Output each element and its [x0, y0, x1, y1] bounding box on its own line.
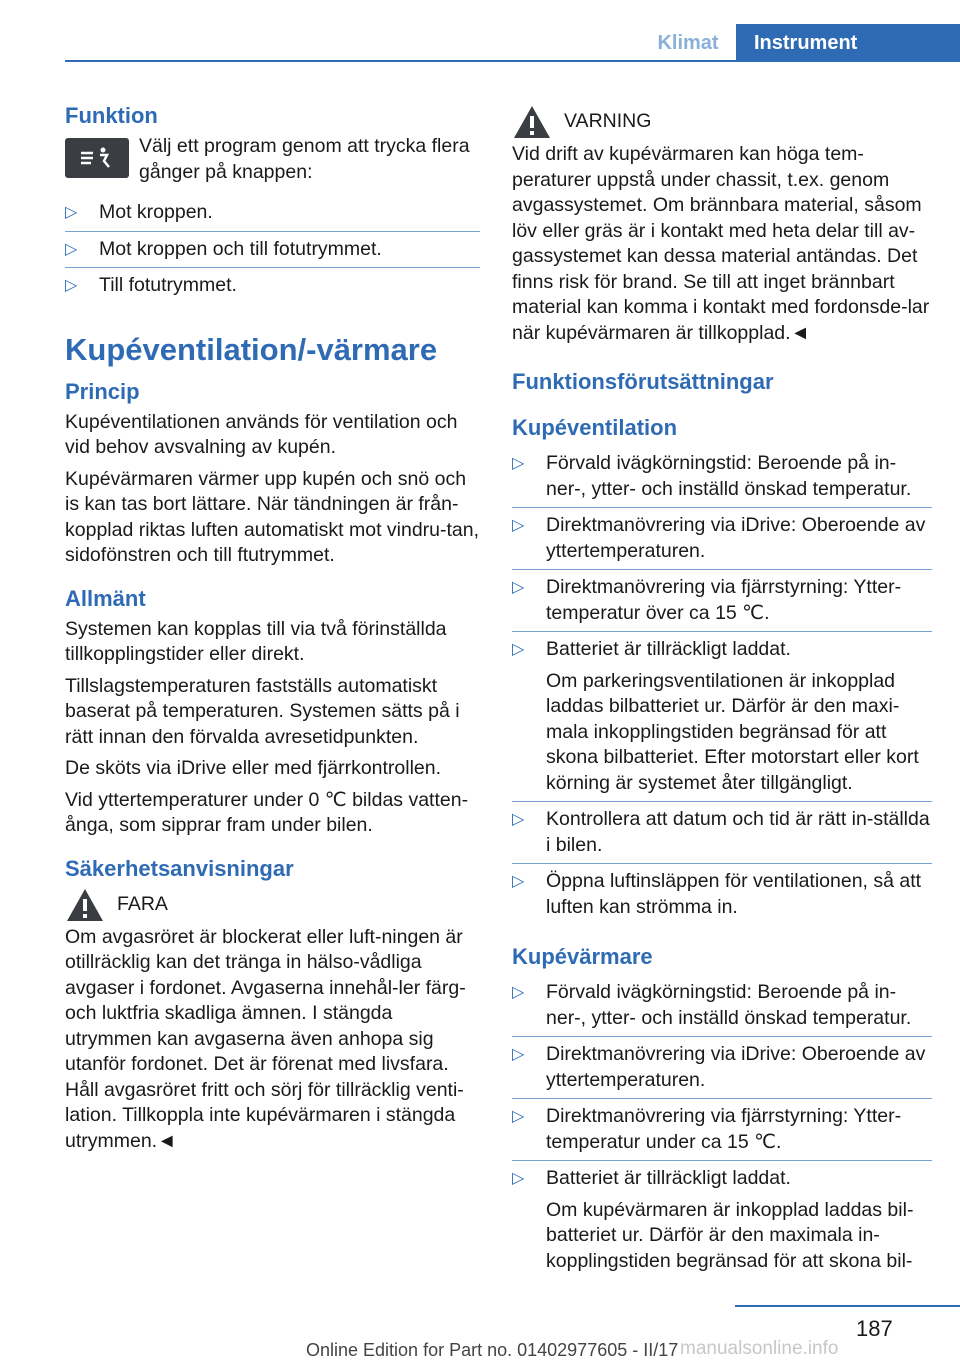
- ventilation-list: [512, 446, 932, 925]
- list-item-note: Om kupévärmaren är inkopplad laddas bil-batteriet ur. Därför är den maximala in-kopplingstiden begränsad för att skona bil-: [546, 1198, 914, 1272]
- triangle-right-icon: ▷: [512, 455, 525, 472]
- list-item: [512, 1099, 932, 1161]
- list-item-text: Kontrollera att datum och tid är rätt in-ställda i bilen.: [546, 808, 930, 856]
- fara-title: FARA: [117, 892, 168, 915]
- allmant-paragraph-4: Vid yttertemperaturer under 0 ℃ bildas vatten-ånga, som sipprar fram under bilen.: [65, 788, 469, 836]
- list-item: [512, 802, 932, 864]
- page-number: 187: [856, 1316, 893, 1341]
- list-item: [65, 232, 480, 269]
- airflow-button-icon: [65, 138, 129, 178]
- list-item-note: Om parkeringsventilationen är inkopplad laddas bilbatteriet ur. Därför är den maxi-mala inkopplingstiden begränsad för att skona bilbatteriet. Efter motorstart eller kort körning är systemet åter tillgängligt.: [546, 669, 919, 794]
- allmant-paragraph-1: Systemen kan kopplas till via två förinställda tillkopplingstider eller direkt.: [65, 617, 447, 665]
- footer-rule: [735, 1305, 960, 1307]
- triangle-right-icon: ▷: [512, 1170, 525, 1187]
- edition-footer: Online Edition for Part no. 01402977605 - II/17: [306, 1340, 679, 1360]
- warning-triangle-icon: [65, 887, 105, 923]
- list-item-text: Batteriet är tillräckligt laddat.: [546, 1167, 791, 1189]
- list-item: [512, 632, 932, 802]
- triangle-right-icon: ▷: [512, 1108, 525, 1125]
- fara-warning: [65, 887, 480, 1155]
- list-item-text: Öppna luftinsläppen för ventilationen, så att luften kan strömma in.: [546, 870, 922, 918]
- list-item: [512, 446, 932, 508]
- triangle-right-icon: ▷: [512, 1046, 525, 1063]
- funktion-heading: Funktion: [65, 103, 158, 128]
- list-item-text: Mot kroppen och till fotutrymmet.: [99, 237, 382, 260]
- list-item-text: Batteriet är tillräckligt laddat.: [546, 638, 791, 660]
- list-item: [512, 864, 932, 925]
- fara-text: Om avgasröret är blockerat eller luft-ningen är otillräcklig kan det tränga in hälso-vådliga avgaser i fordonet. Avgaserna innehål-ler färg- och luktfria skadliga ämnen. I stängda utrymmen kan avgaserna även anhopa sig utanför fordonet. Det är förenat med livsfara. Håll avgasröret fritt och sörj för tillräcklig venti-lation. Tillkoppla inte kupévärmaren i stängda utrymmen.◄: [65, 925, 466, 1152]
- list-item-text: Till fotutrymmet.: [99, 274, 237, 296]
- list-item-text: Direktmanövrering via fjärrstyrning: Ytter-temperatur över ca 15 ℃.: [546, 576, 902, 624]
- varmare-list: [512, 975, 932, 1279]
- warning-triangle-icon: [512, 104, 552, 140]
- watermark: manualsonline.info: [680, 1338, 839, 1359]
- tab-klimat[interactable]: Klimat: [657, 32, 719, 54]
- list-item: [65, 195, 480, 232]
- ventilation-heading: Kupéventilation: [512, 415, 678, 440]
- section-title: Kupéventilation/-värmare: [65, 331, 438, 367]
- list-item: [512, 570, 932, 632]
- varning-warning: [512, 104, 932, 346]
- tab-instrument[interactable]: Instrument: [736, 24, 960, 62]
- princip-paragraph-1: Kupéventilationen används för ventilation och vid behov avsvalning av kupén.: [65, 410, 458, 458]
- triangle-right-icon: ▷: [512, 811, 525, 828]
- list-item: [512, 975, 932, 1037]
- list-item: [512, 1161, 932, 1279]
- allmant-paragraph-2: Tillslagstemperaturen fastställs automatiskt baserat på temperaturen. Systemen sätts på i rätt innan den förvalda avresetidpunkten.: [65, 674, 460, 748]
- triangle-right-icon: ▷: [512, 517, 525, 534]
- allmant-paragraph-3: De sköts via iDrive eller med fjärrkontrollen.: [65, 757, 442, 779]
- triangle-right-icon: ▷: [512, 984, 525, 1001]
- list-item: [65, 268, 480, 304]
- funktion-list: [65, 195, 480, 304]
- funktion-text: Välj ett program genom att trycka flera gånger på knappen:: [139, 135, 470, 183]
- princip-heading: Princip: [65, 378, 140, 404]
- varning-text: Vid drift av kupévärmaren kan höga tem-peraturer uppstå under chassit, t.ex. genom avgassystemet. Om brännbara material, såsom löv eller gräs är i kontakt med heta delar till av-gassystemet kan dessa material antändas. Det finns risk för brand. Se till att inget brännbart material kan komma i kontakt med fordonsde-lar när kupévärmaren är tillkopplad.◄: [512, 143, 930, 344]
- triangle-right-icon: ▷: [512, 873, 525, 890]
- triangle-right-icon: ▷: [65, 240, 78, 258]
- allmant-heading: Allmänt: [65, 585, 146, 611]
- varning-title: VARNING: [564, 110, 652, 133]
- list-item-text: Förvald ivägkörningstid: Beroende på in-ner-, ytter- och inställd önskad temperatur.: [546, 981, 912, 1029]
- funktion-intro: [65, 134, 480, 185]
- list-item: [512, 508, 932, 570]
- list-item-text: Mot kroppen.: [99, 201, 213, 223]
- triangle-right-icon: ▷: [512, 579, 525, 596]
- princip-paragraph-2: Kupévärmaren värmer upp kupén och snö och is kan tas bort lättare. När tändningen är från-kopplad riktas luften automatiskt mot vindru-tan, sidofönstren och till ftutrymmet.: [65, 467, 480, 566]
- list-item-text: Direktmanövrering via iDrive: Oberoende av yttertemperaturen.: [546, 514, 926, 562]
- header-rule: [65, 60, 960, 62]
- triangle-right-icon: ▷: [65, 204, 78, 221]
- triangle-right-icon: ▷: [512, 641, 525, 658]
- varmare-heading: Kupévärmare: [512, 944, 653, 969]
- list-item-text: Direktmanövrering via fjärrstyrning: Ytter-temperatur under ca 15 ℃.: [546, 1105, 902, 1153]
- forutsattningar-heading: Funktionsförutsättningar: [512, 369, 774, 394]
- list-item: [512, 1037, 932, 1099]
- list-item-text: Förvald ivägkörningstid: Beroende på in-ner-, ytter- och inställd önskad temperatur.: [546, 452, 912, 500]
- right-column: [512, 98, 932, 1279]
- left-column: [65, 98, 480, 1154]
- sakerhet-heading: Säkerhetsanvisningar: [65, 855, 294, 881]
- triangle-right-icon: ▷: [65, 277, 78, 294]
- list-item-text: Direktmanövrering via iDrive: Oberoende av yttertemperaturen.: [546, 1043, 926, 1091]
